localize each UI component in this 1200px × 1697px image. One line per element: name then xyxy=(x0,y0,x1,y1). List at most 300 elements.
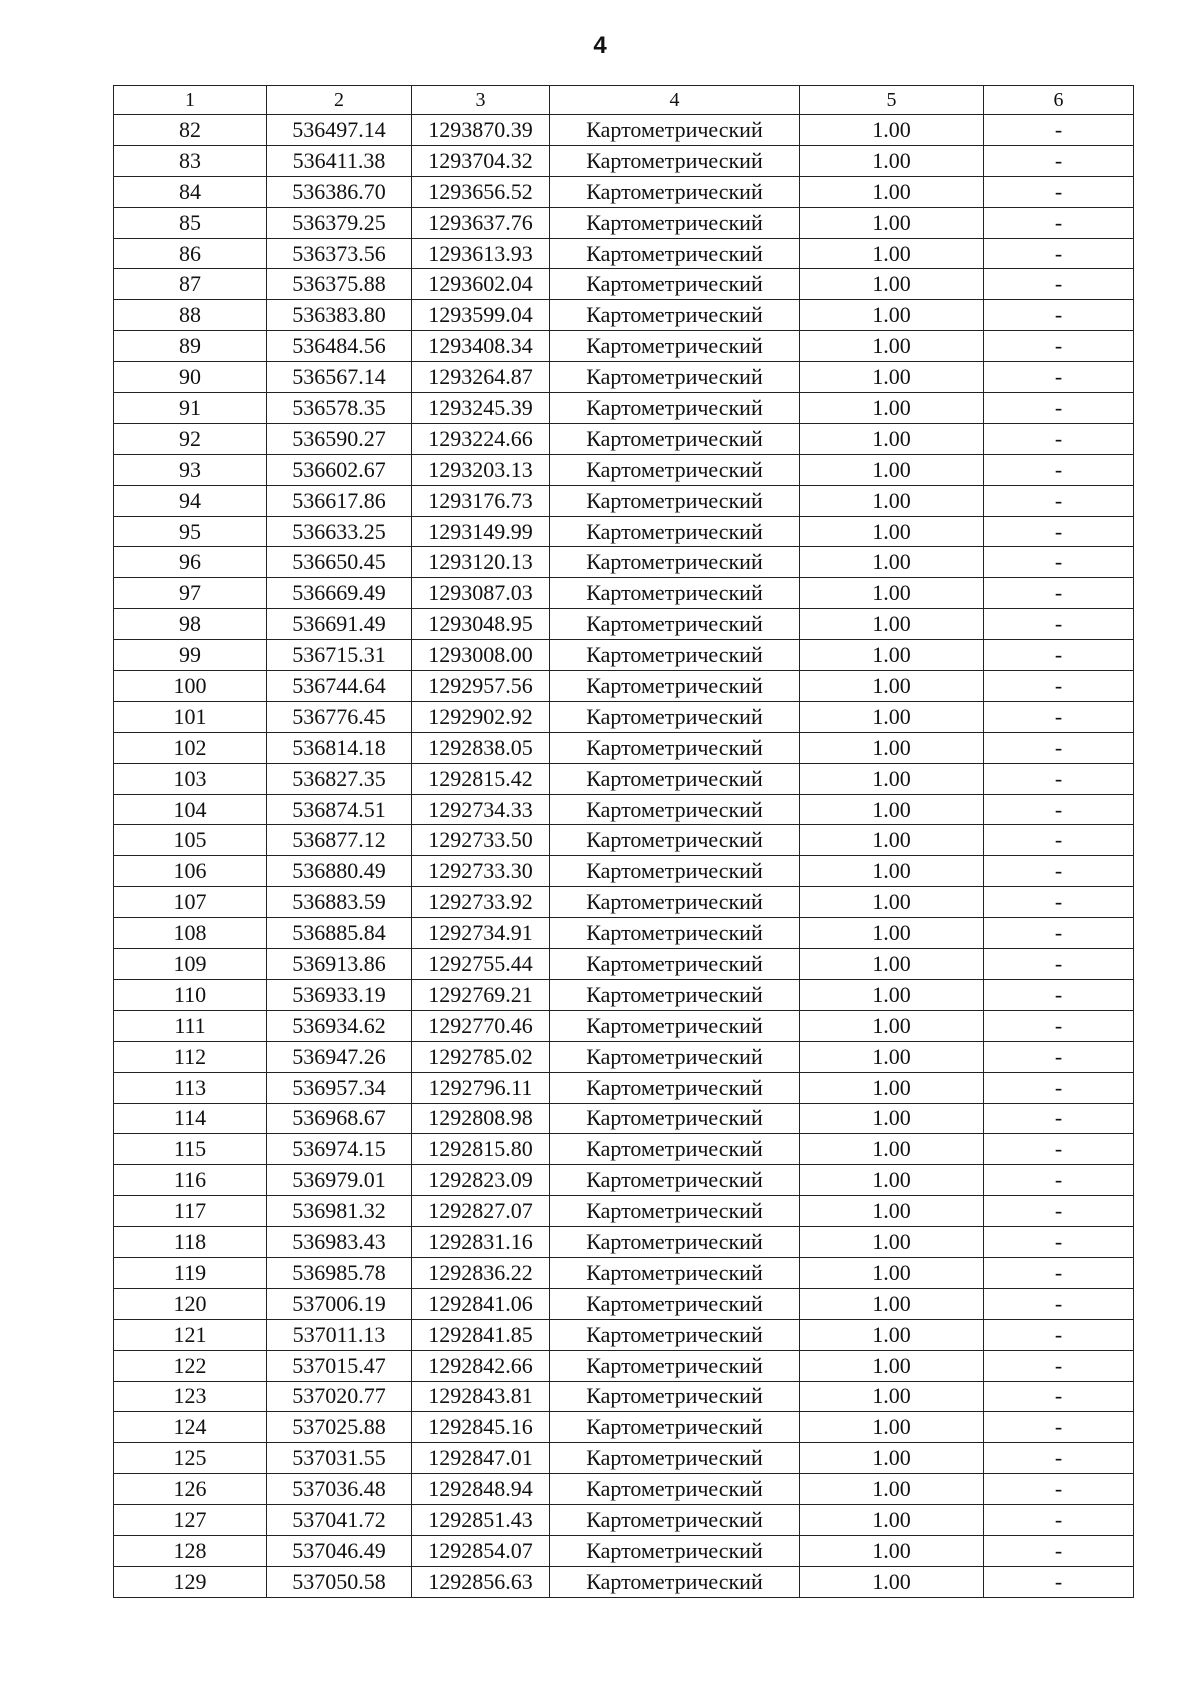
point-number-cell: 85 xyxy=(114,207,267,238)
table-row xyxy=(114,1443,1134,1474)
y-coordinate-cell: 1292836.22 xyxy=(412,1257,550,1288)
y-coordinate-cell: 1293008.00 xyxy=(412,640,550,671)
coordinates-table xyxy=(113,85,1134,1598)
method-cell: Картометрический xyxy=(550,1474,800,1505)
point-number-cell: 121 xyxy=(114,1319,267,1350)
x-coordinate-cell: 536578.35 xyxy=(267,393,412,424)
x-coordinate-cell: 536744.64 xyxy=(267,671,412,702)
point-number-cell: 128 xyxy=(114,1535,267,1566)
description-cell: - xyxy=(984,949,1134,980)
x-coordinate-cell: 536590.27 xyxy=(267,423,412,454)
y-coordinate-cell: 1292733.92 xyxy=(412,887,550,918)
accuracy-cell: 1.00 xyxy=(800,1505,984,1536)
description-cell: - xyxy=(984,763,1134,794)
header-row xyxy=(114,86,1134,115)
accuracy-cell: 1.00 xyxy=(800,176,984,207)
description-cell: - xyxy=(984,485,1134,516)
accuracy-cell: 1.00 xyxy=(800,1010,984,1041)
accuracy-cell: 1.00 xyxy=(800,825,984,856)
point-number-cell: 124 xyxy=(114,1412,267,1443)
accuracy-cell: 1.00 xyxy=(800,609,984,640)
x-coordinate-cell: 536602.67 xyxy=(267,454,412,485)
coordinates-table-container xyxy=(113,85,1134,1598)
point-number-cell: 101 xyxy=(114,701,267,732)
y-coordinate-cell: 1292831.16 xyxy=(412,1227,550,1258)
y-coordinate-cell: 1292796.11 xyxy=(412,1072,550,1103)
x-coordinate-cell: 536883.59 xyxy=(267,887,412,918)
method-cell: Картометрический xyxy=(550,238,800,269)
description-cell: - xyxy=(984,578,1134,609)
table-row xyxy=(114,1566,1134,1597)
y-coordinate-cell: 1292815.42 xyxy=(412,763,550,794)
method-cell: Картометрический xyxy=(550,1443,800,1474)
point-number-cell: 82 xyxy=(114,115,267,146)
y-coordinate-cell: 1293656.52 xyxy=(412,176,550,207)
point-number-cell: 84 xyxy=(114,176,267,207)
point-number-cell: 125 xyxy=(114,1443,267,1474)
accuracy-cell: 1.00 xyxy=(800,640,984,671)
accuracy-cell: 1.00 xyxy=(800,145,984,176)
x-coordinate-cell: 536567.14 xyxy=(267,362,412,393)
description-cell: - xyxy=(984,887,1134,918)
method-cell: Картометрический xyxy=(550,918,800,949)
description-cell: - xyxy=(984,1319,1134,1350)
y-coordinate-cell: 1292770.46 xyxy=(412,1010,550,1041)
accuracy-cell: 1.00 xyxy=(800,671,984,702)
x-coordinate-cell: 536669.49 xyxy=(267,578,412,609)
description-cell: - xyxy=(984,1412,1134,1443)
method-cell: Картометрический xyxy=(550,732,800,763)
y-coordinate-cell: 1293120.13 xyxy=(412,547,550,578)
y-coordinate-cell: 1292856.63 xyxy=(412,1566,550,1597)
x-coordinate-cell: 537046.49 xyxy=(267,1535,412,1566)
column-header-6: 6 xyxy=(984,86,1134,115)
method-cell: Картометрический xyxy=(550,516,800,547)
accuracy-cell: 1.00 xyxy=(800,1535,984,1566)
table-row xyxy=(114,763,1134,794)
x-coordinate-cell: 537036.48 xyxy=(267,1474,412,1505)
method-cell: Картометрический xyxy=(550,423,800,454)
accuracy-cell: 1.00 xyxy=(800,1103,984,1134)
x-coordinate-cell: 537006.19 xyxy=(267,1288,412,1319)
method-cell: Картометрический xyxy=(550,887,800,918)
accuracy-cell: 1.00 xyxy=(800,300,984,331)
table-row xyxy=(114,1257,1134,1288)
y-coordinate-cell: 1293264.87 xyxy=(412,362,550,393)
description-cell: - xyxy=(984,1535,1134,1566)
description-cell: - xyxy=(984,1165,1134,1196)
method-cell: Картометрический xyxy=(550,1350,800,1381)
table-row xyxy=(114,145,1134,176)
point-number-cell: 120 xyxy=(114,1288,267,1319)
y-coordinate-cell: 1292848.94 xyxy=(412,1474,550,1505)
x-coordinate-cell: 536913.86 xyxy=(267,949,412,980)
accuracy-cell: 1.00 xyxy=(800,1319,984,1350)
accuracy-cell: 1.00 xyxy=(800,1134,984,1165)
method-cell: Картометрический xyxy=(550,609,800,640)
x-coordinate-cell: 537050.58 xyxy=(267,1566,412,1597)
y-coordinate-cell: 1292823.09 xyxy=(412,1165,550,1196)
description-cell: - xyxy=(984,1134,1134,1165)
x-coordinate-cell: 536880.49 xyxy=(267,856,412,887)
description-cell: - xyxy=(984,1288,1134,1319)
accuracy-cell: 1.00 xyxy=(800,763,984,794)
table-row xyxy=(114,671,1134,702)
column-header-2: 2 xyxy=(267,86,412,115)
y-coordinate-cell: 1293637.76 xyxy=(412,207,550,238)
y-coordinate-cell: 1292785.02 xyxy=(412,1041,550,1072)
method-cell: Картометрический xyxy=(550,1319,800,1350)
table-row xyxy=(114,485,1134,516)
table-row xyxy=(114,1288,1134,1319)
point-number-cell: 97 xyxy=(114,578,267,609)
accuracy-cell: 1.00 xyxy=(800,1443,984,1474)
x-coordinate-cell: 537041.72 xyxy=(267,1505,412,1536)
accuracy-cell: 1.00 xyxy=(800,856,984,887)
x-coordinate-cell: 536386.70 xyxy=(267,176,412,207)
accuracy-cell: 1.00 xyxy=(800,207,984,238)
x-coordinate-cell: 536691.49 xyxy=(267,609,412,640)
table-row xyxy=(114,887,1134,918)
accuracy-cell: 1.00 xyxy=(800,1566,984,1597)
accuracy-cell: 1.00 xyxy=(800,393,984,424)
accuracy-cell: 1.00 xyxy=(800,1350,984,1381)
description-cell: - xyxy=(984,1505,1134,1536)
method-cell: Картометрический xyxy=(550,485,800,516)
table-row xyxy=(114,547,1134,578)
description-cell: - xyxy=(984,1566,1134,1597)
accuracy-cell: 1.00 xyxy=(800,887,984,918)
y-coordinate-cell: 1292845.16 xyxy=(412,1412,550,1443)
description-cell: - xyxy=(984,1227,1134,1258)
point-number-cell: 117 xyxy=(114,1196,267,1227)
table-row xyxy=(114,1319,1134,1350)
y-coordinate-cell: 1292851.43 xyxy=(412,1505,550,1536)
point-number-cell: 127 xyxy=(114,1505,267,1536)
x-coordinate-cell: 536877.12 xyxy=(267,825,412,856)
description-cell: - xyxy=(984,516,1134,547)
accuracy-cell: 1.00 xyxy=(800,423,984,454)
point-number-cell: 106 xyxy=(114,856,267,887)
point-number-cell: 111 xyxy=(114,1010,267,1041)
description-cell: - xyxy=(984,1010,1134,1041)
point-number-cell: 129 xyxy=(114,1566,267,1597)
description-cell: - xyxy=(984,1474,1134,1505)
x-coordinate-cell: 536885.84 xyxy=(267,918,412,949)
table-row xyxy=(114,1381,1134,1412)
y-coordinate-cell: 1293203.13 xyxy=(412,454,550,485)
y-coordinate-cell: 1293602.04 xyxy=(412,269,550,300)
x-coordinate-cell: 536933.19 xyxy=(267,979,412,1010)
column-header-1: 1 xyxy=(114,86,267,115)
description-cell: - xyxy=(984,794,1134,825)
point-number-cell: 105 xyxy=(114,825,267,856)
table-row xyxy=(114,269,1134,300)
table-row xyxy=(114,454,1134,485)
point-number-cell: 91 xyxy=(114,393,267,424)
table-row xyxy=(114,949,1134,980)
accuracy-cell: 1.00 xyxy=(800,516,984,547)
table-header xyxy=(114,86,1134,115)
description-cell: - xyxy=(984,145,1134,176)
description-cell: - xyxy=(984,1381,1134,1412)
y-coordinate-cell: 1293613.93 xyxy=(412,238,550,269)
method-cell: Картометрический xyxy=(550,331,800,362)
method-cell: Картометрический xyxy=(550,1288,800,1319)
point-number-cell: 83 xyxy=(114,145,267,176)
description-cell: - xyxy=(984,1103,1134,1134)
y-coordinate-cell: 1292841.85 xyxy=(412,1319,550,1350)
y-coordinate-cell: 1292734.91 xyxy=(412,918,550,949)
y-coordinate-cell: 1292827.07 xyxy=(412,1196,550,1227)
x-coordinate-cell: 537025.88 xyxy=(267,1412,412,1443)
table-row xyxy=(114,1072,1134,1103)
accuracy-cell: 1.00 xyxy=(800,949,984,980)
point-number-cell: 103 xyxy=(114,763,267,794)
point-number-cell: 108 xyxy=(114,918,267,949)
table-row xyxy=(114,701,1134,732)
x-coordinate-cell: 536979.01 xyxy=(267,1165,412,1196)
method-cell: Картометрический xyxy=(550,454,800,485)
y-coordinate-cell: 1292838.05 xyxy=(412,732,550,763)
point-number-cell: 86 xyxy=(114,238,267,269)
description-cell: - xyxy=(984,671,1134,702)
description-cell: - xyxy=(984,238,1134,269)
table-row xyxy=(114,300,1134,331)
accuracy-cell: 1.00 xyxy=(800,1474,984,1505)
description-cell: - xyxy=(984,300,1134,331)
x-coordinate-cell: 536874.51 xyxy=(267,794,412,825)
accuracy-cell: 1.00 xyxy=(800,918,984,949)
table-row xyxy=(114,1041,1134,1072)
point-number-cell: 98 xyxy=(114,609,267,640)
method-cell: Картометрический xyxy=(550,145,800,176)
table-row xyxy=(114,423,1134,454)
table-row xyxy=(114,362,1134,393)
y-coordinate-cell: 1292854.07 xyxy=(412,1535,550,1566)
accuracy-cell: 1.00 xyxy=(800,578,984,609)
table-row xyxy=(114,1134,1134,1165)
table-row xyxy=(114,516,1134,547)
accuracy-cell: 1.00 xyxy=(800,701,984,732)
y-coordinate-cell: 1293048.95 xyxy=(412,609,550,640)
x-coordinate-cell: 536383.80 xyxy=(267,300,412,331)
y-coordinate-cell: 1292842.66 xyxy=(412,1350,550,1381)
point-number-cell: 107 xyxy=(114,887,267,918)
y-coordinate-cell: 1293704.32 xyxy=(412,145,550,176)
x-coordinate-cell: 536981.32 xyxy=(267,1196,412,1227)
description-cell: - xyxy=(984,918,1134,949)
point-number-cell: 90 xyxy=(114,362,267,393)
point-number-cell: 104 xyxy=(114,794,267,825)
description-cell: - xyxy=(984,331,1134,362)
x-coordinate-cell: 536411.38 xyxy=(267,145,412,176)
method-cell: Картометрический xyxy=(550,1072,800,1103)
method-cell: Картометрический xyxy=(550,1257,800,1288)
point-number-cell: 109 xyxy=(114,949,267,980)
accuracy-cell: 1.00 xyxy=(800,1227,984,1258)
description-cell: - xyxy=(984,269,1134,300)
accuracy-cell: 1.00 xyxy=(800,547,984,578)
description-cell: - xyxy=(984,732,1134,763)
table-row xyxy=(114,115,1134,146)
x-coordinate-cell: 537031.55 xyxy=(267,1443,412,1474)
table-row xyxy=(114,1505,1134,1536)
table-row xyxy=(114,578,1134,609)
x-coordinate-cell: 536379.25 xyxy=(267,207,412,238)
x-coordinate-cell: 536968.67 xyxy=(267,1103,412,1134)
y-coordinate-cell: 1292843.81 xyxy=(412,1381,550,1412)
point-number-cell: 93 xyxy=(114,454,267,485)
method-cell: Картометрический xyxy=(550,115,800,146)
accuracy-cell: 1.00 xyxy=(800,794,984,825)
accuracy-cell: 1.00 xyxy=(800,362,984,393)
x-coordinate-cell: 536650.45 xyxy=(267,547,412,578)
table-row xyxy=(114,640,1134,671)
y-coordinate-cell: 1292734.33 xyxy=(412,794,550,825)
x-coordinate-cell: 536633.25 xyxy=(267,516,412,547)
method-cell: Картометрический xyxy=(550,1196,800,1227)
x-coordinate-cell: 536814.18 xyxy=(267,732,412,763)
table-row xyxy=(114,331,1134,362)
y-coordinate-cell: 1292733.30 xyxy=(412,856,550,887)
table-row xyxy=(114,1165,1134,1196)
x-coordinate-cell: 536957.34 xyxy=(267,1072,412,1103)
point-number-cell: 102 xyxy=(114,732,267,763)
method-cell: Картометрический xyxy=(550,1103,800,1134)
point-number-cell: 96 xyxy=(114,547,267,578)
x-coordinate-cell: 536497.14 xyxy=(267,115,412,146)
method-cell: Картометрический xyxy=(550,1381,800,1412)
accuracy-cell: 1.00 xyxy=(800,732,984,763)
method-cell: Картометрический xyxy=(550,578,800,609)
table-row xyxy=(114,1474,1134,1505)
method-cell: Картометрический xyxy=(550,1535,800,1566)
method-cell: Картометрический xyxy=(550,701,800,732)
description-cell: - xyxy=(984,825,1134,856)
point-number-cell: 99 xyxy=(114,640,267,671)
point-number-cell: 113 xyxy=(114,1072,267,1103)
point-number-cell: 100 xyxy=(114,671,267,702)
x-coordinate-cell: 536373.56 xyxy=(267,238,412,269)
point-number-cell: 94 xyxy=(114,485,267,516)
point-number-cell: 119 xyxy=(114,1257,267,1288)
y-coordinate-cell: 1293245.39 xyxy=(412,393,550,424)
method-cell: Картометрический xyxy=(550,1505,800,1536)
y-coordinate-cell: 1292815.80 xyxy=(412,1134,550,1165)
y-coordinate-cell: 1293599.04 xyxy=(412,300,550,331)
page-number: 4 xyxy=(593,32,607,59)
accuracy-cell: 1.00 xyxy=(800,1257,984,1288)
x-coordinate-cell: 536974.15 xyxy=(267,1134,412,1165)
method-cell: Картометрический xyxy=(550,1010,800,1041)
point-number-cell: 118 xyxy=(114,1227,267,1258)
description-cell: - xyxy=(984,393,1134,424)
x-coordinate-cell: 536983.43 xyxy=(267,1227,412,1258)
description-cell: - xyxy=(984,640,1134,671)
method-cell: Картометрический xyxy=(550,1566,800,1597)
accuracy-cell: 1.00 xyxy=(800,1072,984,1103)
accuracy-cell: 1.00 xyxy=(800,485,984,516)
table-row xyxy=(114,856,1134,887)
point-number-cell: 116 xyxy=(114,1165,267,1196)
y-coordinate-cell: 1293087.03 xyxy=(412,578,550,609)
point-number-cell: 110 xyxy=(114,979,267,1010)
accuracy-cell: 1.00 xyxy=(800,115,984,146)
description-cell: - xyxy=(984,979,1134,1010)
x-coordinate-cell: 536827.35 xyxy=(267,763,412,794)
point-number-cell: 126 xyxy=(114,1474,267,1505)
accuracy-cell: 1.00 xyxy=(800,1041,984,1072)
method-cell: Картометрический xyxy=(550,979,800,1010)
description-cell: - xyxy=(984,207,1134,238)
description-cell: - xyxy=(984,701,1134,732)
table-row xyxy=(114,609,1134,640)
description-cell: - xyxy=(984,115,1134,146)
table-row xyxy=(114,1350,1134,1381)
method-cell: Картометрический xyxy=(550,856,800,887)
table-row xyxy=(114,1103,1134,1134)
method-cell: Картометрический xyxy=(550,1134,800,1165)
y-coordinate-cell: 1292957.56 xyxy=(412,671,550,702)
table-row xyxy=(114,794,1134,825)
x-coordinate-cell: 536484.56 xyxy=(267,331,412,362)
table-row xyxy=(114,176,1134,207)
method-cell: Картометрический xyxy=(550,269,800,300)
x-coordinate-cell: 536617.86 xyxy=(267,485,412,516)
table-row xyxy=(114,1535,1134,1566)
description-cell: - xyxy=(984,362,1134,393)
x-coordinate-cell: 536934.62 xyxy=(267,1010,412,1041)
method-cell: Картометрический xyxy=(550,671,800,702)
description-cell: - xyxy=(984,423,1134,454)
method-cell: Картометрический xyxy=(550,176,800,207)
method-cell: Картометрический xyxy=(550,763,800,794)
column-header-4: 4 xyxy=(550,86,800,115)
description-cell: - xyxy=(984,1196,1134,1227)
accuracy-cell: 1.00 xyxy=(800,238,984,269)
accuracy-cell: 1.00 xyxy=(800,1412,984,1443)
point-number-cell: 88 xyxy=(114,300,267,331)
point-number-cell: 92 xyxy=(114,423,267,454)
table-row xyxy=(114,238,1134,269)
y-coordinate-cell: 1292733.50 xyxy=(412,825,550,856)
table-row xyxy=(114,1412,1134,1443)
description-cell: - xyxy=(984,609,1134,640)
description-cell: - xyxy=(984,176,1134,207)
description-cell: - xyxy=(984,454,1134,485)
x-coordinate-cell: 537015.47 xyxy=(267,1350,412,1381)
table-row xyxy=(114,393,1134,424)
y-coordinate-cell: 1293224.66 xyxy=(412,423,550,454)
x-coordinate-cell: 536375.88 xyxy=(267,269,412,300)
method-cell: Картометрический xyxy=(550,300,800,331)
description-cell: - xyxy=(984,547,1134,578)
method-cell: Картометрический xyxy=(550,1041,800,1072)
point-number-cell: 123 xyxy=(114,1381,267,1412)
x-coordinate-cell: 536985.78 xyxy=(267,1257,412,1288)
table-body xyxy=(114,115,1134,1598)
y-coordinate-cell: 1292841.06 xyxy=(412,1288,550,1319)
method-cell: Картометрический xyxy=(550,794,800,825)
method-cell: Картометрический xyxy=(550,207,800,238)
point-number-cell: 122 xyxy=(114,1350,267,1381)
table-row xyxy=(114,1196,1134,1227)
point-number-cell: 89 xyxy=(114,331,267,362)
description-cell: - xyxy=(984,1041,1134,1072)
point-number-cell: 114 xyxy=(114,1103,267,1134)
accuracy-cell: 1.00 xyxy=(800,454,984,485)
